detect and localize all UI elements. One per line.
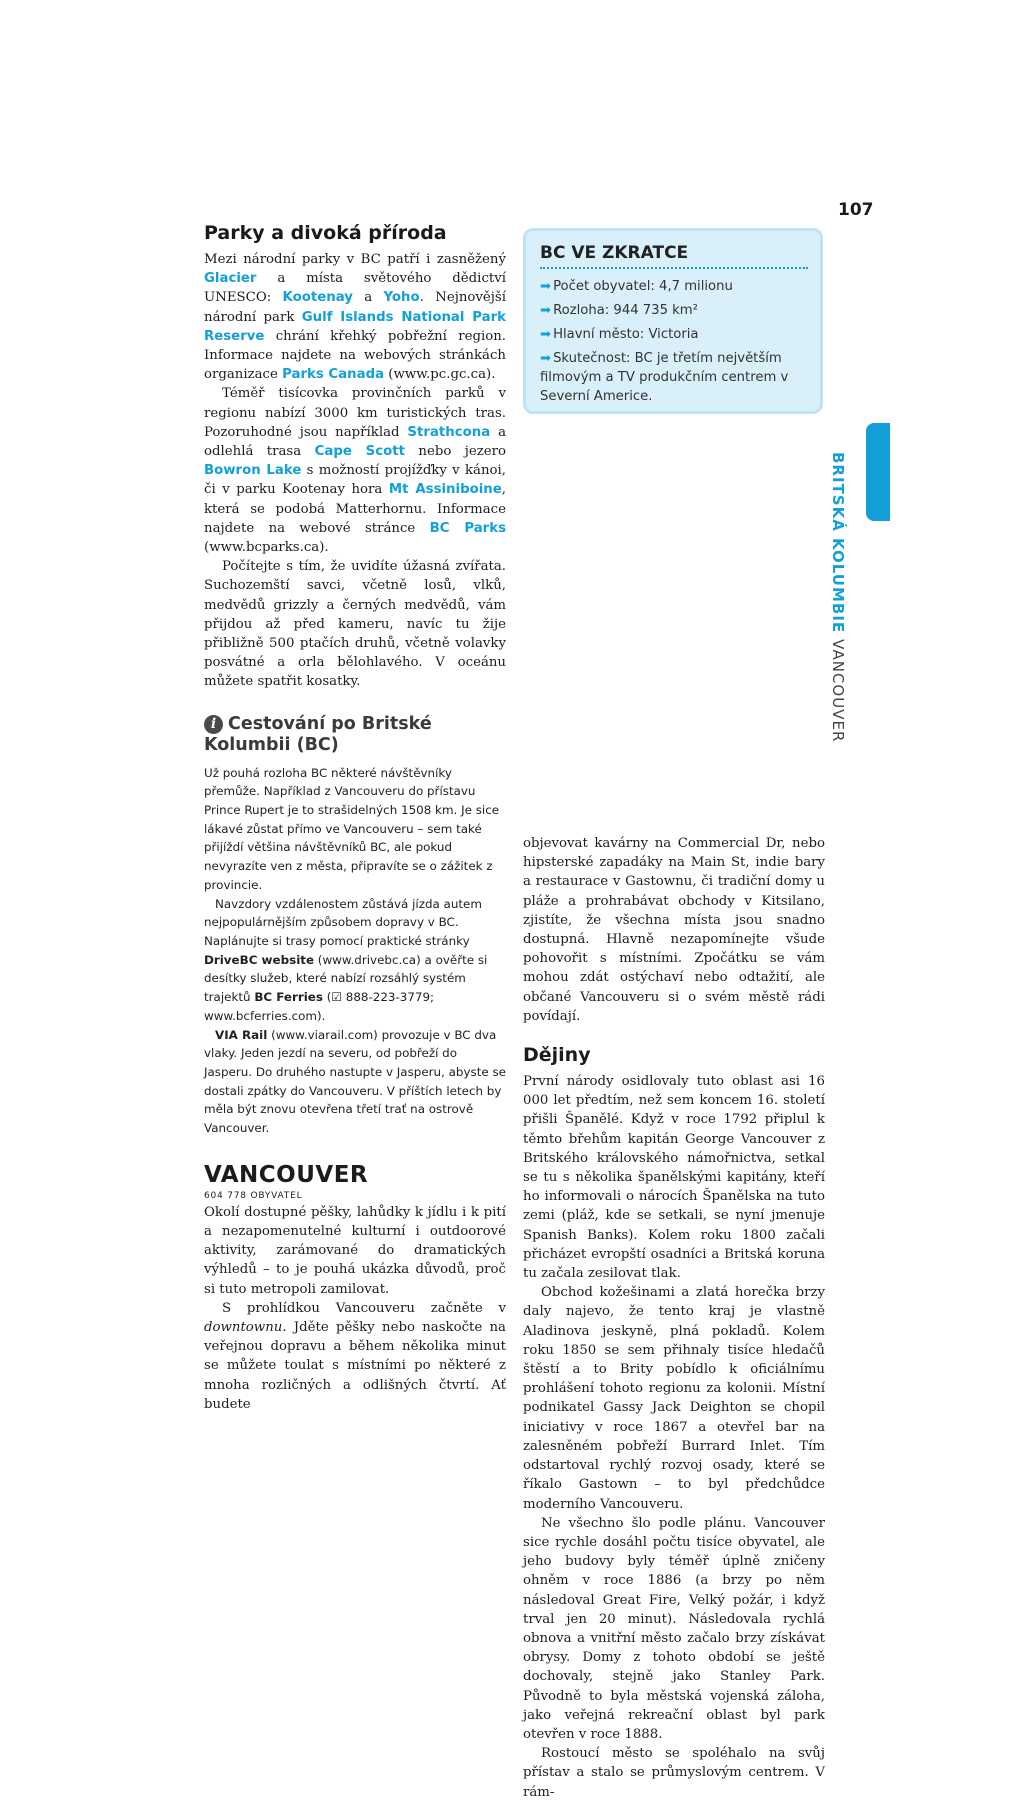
chapter-tab bbox=[866, 423, 890, 521]
history-paragraph-1: První národy osidlovaly tuto oblast asi 16 000 let předtím, než sem koncem 16. století přišli Španělé. Když v roce 1792 připlul k těmto břehům kapitán George Vancouver z Britského královského námořnictva, setkal se tu s několika španělskými kapitány, kteří ho informovali o nárocích Španělska na tuto zemi (pláž, kde se setkali, se nyní jmenuje Spanish Banks). Kolem roku 1800 začali přicházet evropští osadníci a Britská koruna tu začala zesilovat tlak. bbox=[523, 1074, 825, 1282]
travel-paragraph-2: Navzdory vzdálenostem zůstává jízda autem nejpopulárnějším způsobem dopravy v BC. Naplánujte si trasy pomocí praktické stránky DriveBC website (www.drivebc.ca) a ověřte si desítky služeb, které nabízí rozsáhlý systém trajektů BC Ferries (☑ 888-223-3779; www.bcferries.com). bbox=[204, 896, 488, 1023]
arrow-icon: ➡ bbox=[540, 327, 552, 342]
travel-heading bbox=[204, 714, 506, 756]
right-column bbox=[523, 834, 825, 1802]
vancouver-paragraph-2-continued: objevovat kavárny na Commercial Dr, nebo hipsterské zapadáky na Main St, indie bary a restaurace v Gastownu, či tradiční domy u pláže a prohrabávat obchody v Kitsilano, zjistíte, že všechna místa jsou snadno dostupná. Hlavně nezapomínejte všude pohovořit s místními. Zpočátku se vám mohou zdát ostýchaví nebo odtažití, ale občané Vancouveru si o svém městě rádi povídají. bbox=[523, 836, 825, 1024]
parks-paragraph-3: Počítejte s tím, že uvidíte úžasná zvířata. Suchozemští savci, včetně losů, vlků, medvědů grizzly a černých medvědů, vám přijdou až před kameru, navíc tu žije přibližně 500 ptačích druhů, včetně volavky posvátné a orla bělohlavého. V oceánu můžete spatřit kosatky. bbox=[204, 559, 506, 690]
dotted-divider bbox=[540, 267, 808, 269]
history-paragraph-4: Rostoucí město se spoléhalo na svůj přístav a stalo se průmyslovým centrem. V rám- bbox=[523, 1746, 825, 1800]
arrow-icon: ➡ bbox=[540, 279, 552, 294]
arrow-icon: ➡ bbox=[540, 303, 552, 318]
bc-facts-title: BC VE ZKRATCE bbox=[540, 243, 689, 263]
running-header bbox=[829, 452, 847, 742]
vancouver-population: 604 778 OBYVATEL bbox=[204, 1190, 303, 1201]
bc-fact-item: ➡ Skutečnost: BC je třetím největším filmovým a TV produkčním centrem v Severní Americe. bbox=[540, 351, 789, 404]
history-paragraph-2: Obchod kožešinami a zlatá horečka brzy daly najevo, že tento kraj je vlastně Aladinova jeskyně, plná pokladů. Kolem roku 1850 se sem přihnaly tisíce hledačů štěstí a to Brity pobídlo k oficiálnímu prohlášení tohoto regionu za kolonii. Místní podnikatel Gassy Jack Deighton se chopil iniciativy v roce 1867 a otevřel bar na zalesněném pobřeží Burrard Inlet. Tím odstartoval rychlý rozvoj osady, které se říkalo Gastown – to byl předchůdce moderního Vancouveru. bbox=[523, 1285, 825, 1512]
bc-facts-box bbox=[523, 228, 823, 414]
running-header-section: BRITSKÁ KOLUMBIE bbox=[829, 452, 847, 634]
travel-paragraph-3: VIA Rail (www.viarail.com) provozuje v BC dva vlaky. Jeden jezdí na severu, od pobřeží do Jasperu. Do druhého nastupte v Jasperu, abyste se dostali zpátky do Vancouveru. V příštích letech by měla být znovu otevřena třetí trať na ostrově Vancouver. bbox=[204, 1027, 506, 1136]
parks-paragraph-2: Téměř tisícovka provinčních parků v regionu nabízí 3000 km turistických tras. Pozoruhodné jsou například Strathcona a odlehlá trasa Cape Scott nebo jezero Bowron Lake s možností projížďky v kánoi, či v parku Kootenay hora Mt Assiniboine, která se podobá Matterhornu. Informace najdete na webové stránce BC Parks (www.bcparks.ca). bbox=[204, 386, 506, 556]
bc-fact-item: ➡ Hlavní město: Victoria bbox=[540, 327, 699, 342]
bc-fact-item: ➡ Rozloha: 944 735 km² bbox=[540, 303, 698, 318]
info-icon: i bbox=[204, 715, 223, 734]
vancouver-heading: VANCOUVER bbox=[204, 1161, 369, 1188]
travel-paragraph-1: Už pouhá rozloha BC některé návštěvníky přemůže. Například z Vancouveru do přístavu Prince Rupert je to strašidelných 1508 km. Je sice lákavé zůstat přímo ve Vancouveru – sem také přijíždí většina návštěvníků BC, ale pokud nevyrazíte ven z města, připravíte se o zážitek z provincie. bbox=[204, 765, 500, 892]
history-heading: Dějiny bbox=[523, 1044, 591, 1067]
left-column bbox=[204, 222, 506, 1414]
bc-fact-item: ➡ Počet obyvatel: 4,7 milionu bbox=[540, 279, 733, 294]
arrow-icon: ➡ bbox=[540, 351, 552, 366]
vancouver-paragraph-1: Okolí dostupné pěšky, lahůdky k jídlu i k pití a nezapomenutelné kulturní i outdoorové aktivity, zarámované do dramatických výhledů – to je pouhá ukázka důvodů, proč si tuto metropoli zamilovat. bbox=[204, 1204, 506, 1297]
history-paragraph-3: Ne všechno šlo podle plánu. Vancouver sice rychle dosáhl počtu tisíce obyvatel, ale jeho budovy byly téměř úplně zničeny ohněm v roce 1886 (a brzy po něm následoval Great Fire, Velký požár, i když trval jen 20 minut). Následovala rychlá obnova a vnitřní město začalo brzy získávat obrysy. Domy z tohoto období se ještě dochovaly, stejně jako Stanley Park. Původně to byla městská vojenská záloha, jako veřejná rekreační oblast byl park otevřen v roce 1888. bbox=[523, 1515, 825, 1742]
vancouver-paragraph-2: S prohlídkou Vancouveru začněte v downtownu. Jděte pěšky nebo naskočte na veřejnou dopravu a během několika minut se můžete toulat s místními po některé z mnoha rozličných a odlišných čtvrtí. Ať budete bbox=[204, 1300, 506, 1412]
page-number: 107 bbox=[838, 200, 874, 220]
travel-heading-text: Cestování po Britské Kolumbii (BC) bbox=[204, 713, 432, 755]
parks-paragraph-1: Mezi národní parky v BC patří i zasněžený Glacier a místa světového dědictví UNESCO: Kootenay a Yoho. Nejnovější národní park Gulf Islands National Park Reserve chrání křehký pobřežní region. Informace najdete na webových stránkách organizace Parks Canada (www.pc.gc.ca). bbox=[204, 252, 506, 383]
parks-heading: Parky a divoká příroda bbox=[204, 222, 447, 244]
running-header-subsection: VANCOUVER bbox=[829, 639, 847, 743]
